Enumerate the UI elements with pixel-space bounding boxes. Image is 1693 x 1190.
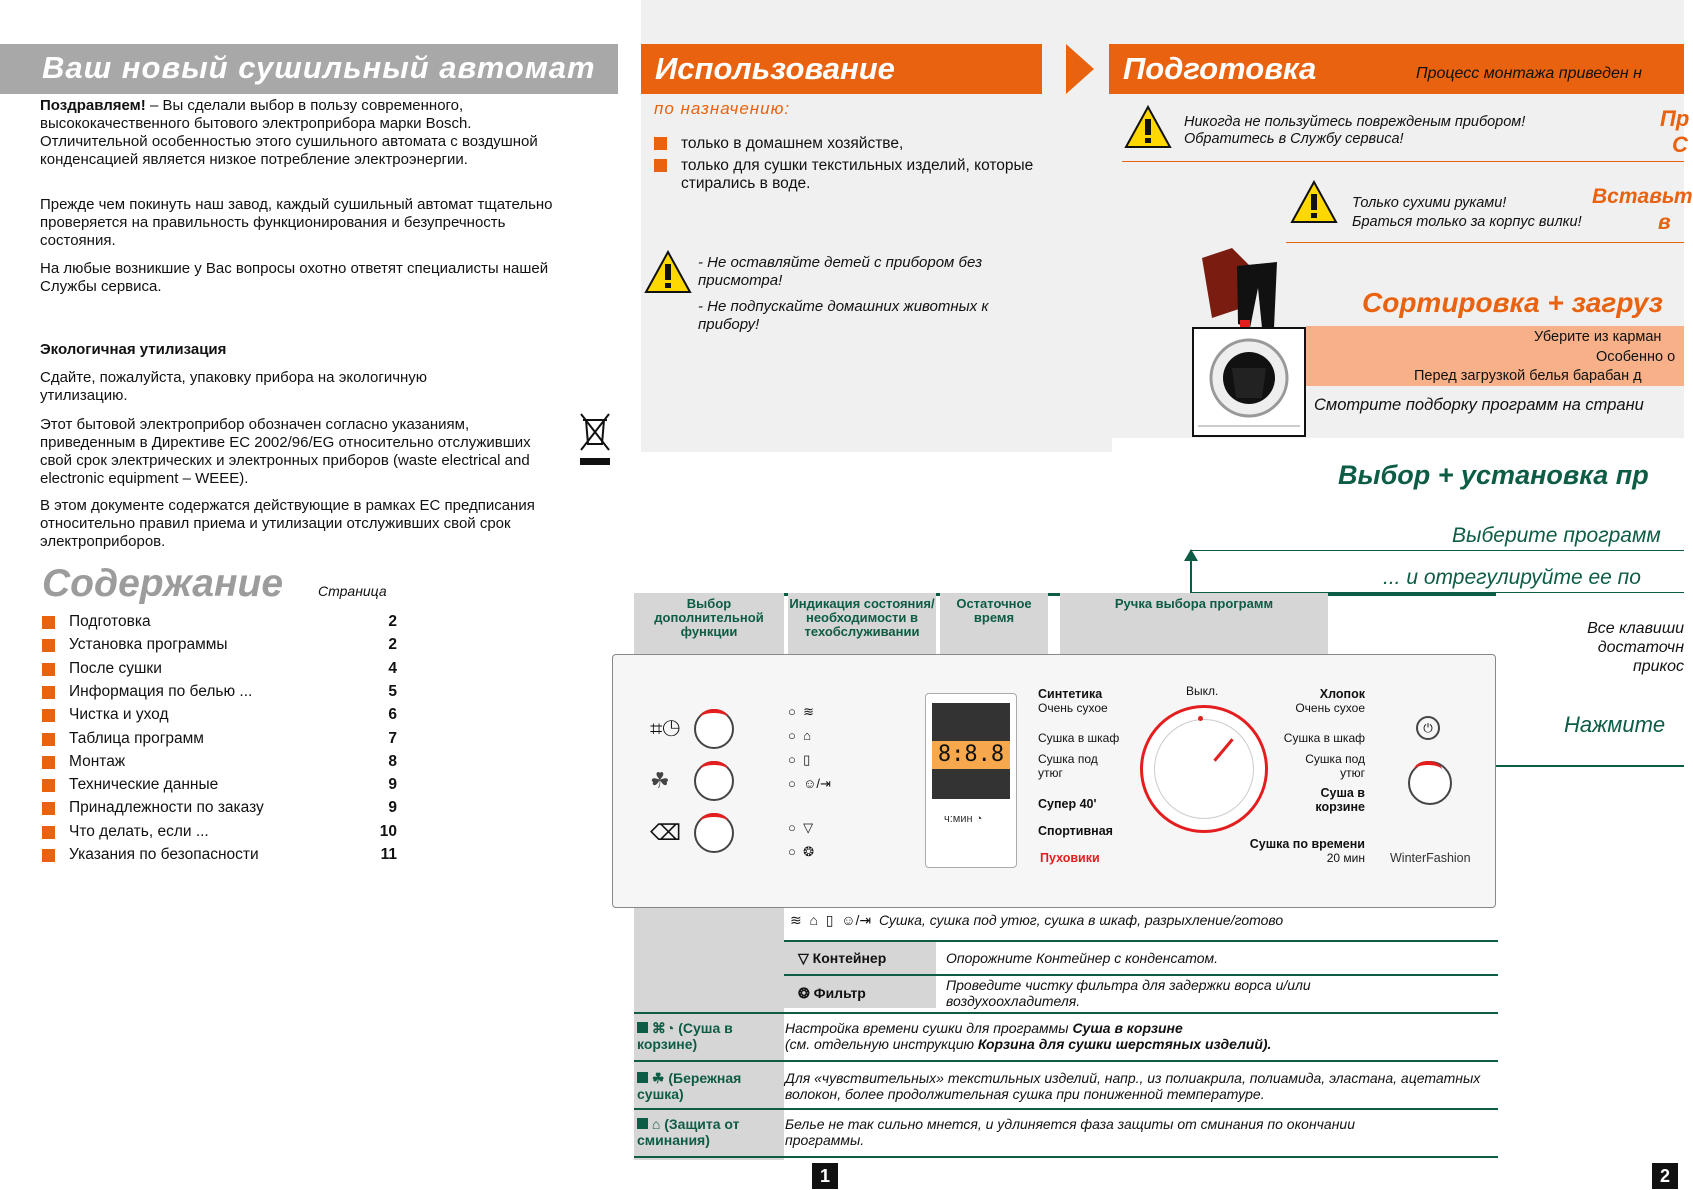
bullet-square-icon [42,733,55,746]
toc-item-page: 2 [388,613,397,630]
bullet-square-icon [42,709,55,722]
table-row-label-filter: ❂ Фильтр [798,985,866,1001]
winterfashion-button[interactable] [1408,761,1452,805]
power-icon: ⏻ [1416,716,1440,740]
toc-item-page: 4 [388,659,397,677]
page-number-2: 2 [1652,1163,1678,1189]
table-row-label-basket: ⌘◔ (Суша в корзине) [637,1020,733,1052]
winterfashion-label: WinterFashion [1390,851,1471,865]
toc-subtitle: Страница [318,583,387,599]
knob-inner-ring [1154,719,1254,819]
divider [1122,161,1684,162]
table-row-text-gentle: Для «чувствительных» текстильных изделий, напр., из полиакрила, полиамида, эластана, ацетатных волокон, более продолжительная сушка при пониженной температуре. [785,1070,1481,1102]
usage-header: Использование [641,44,1042,94]
toc-item-label: Чистка и уход [69,706,169,724]
eco-paragraph-3: В этом документе содержатся действующие в рамках ЕС предписания относительно правил приема и утилизации отслуживших свой срок электроприборов. [40,497,535,550]
list-item: только для сушки текстильных изделий, которые стирались в воде. [654,157,1034,193]
prog-sport: Спортивная [1038,824,1113,838]
remaining-time-display: 8:8.8 [932,741,1010,769]
select-line-1: Выберите программ [1452,524,1661,547]
toc-item-page: 8 [388,752,397,770]
page1-header: Ваш новый сушильный автомат [0,44,618,94]
bullet-square-icon [42,779,55,792]
warning-icon [1290,180,1338,224]
service-paragraph: На любые возникшие у Вас вопросы охотно ответят специалисты нашей Службы сервиса. [40,260,549,295]
warning-dry-hands: Только сухими руками! Браться только за корпус вилки! [1352,195,1582,230]
table-row-text-container: Опорожните Контейнер с конденсатом. [946,950,1219,966]
toc-item-page: 2 [388,636,397,654]
toc-item[interactable] [42,845,397,868]
toc-item-label: После сушки [69,659,162,677]
bullet-square-icon [42,686,55,699]
list-item: только в домашнем хозяйстве, [654,135,1034,153]
toc-item[interactable] [42,752,397,775]
prep-header-note: Процесс монтажа приведен н [1416,65,1642,82]
divider [1190,550,1684,551]
sort-title: Сортировка + загруз [1362,287,1663,318]
weee-bin-icon [578,410,612,468]
prog-cotton: Хлопок Очень сухое [1295,687,1365,715]
toc-item[interactable] [42,729,397,752]
warning-icon [1124,105,1172,149]
col-header-program-knob: Ручка выбора программ [1060,593,1328,655]
col-header-remaining-time: Остаточное время [940,593,1048,655]
toc-item-label: Монтаж [69,752,126,770]
bullet-square-icon [42,826,55,839]
toc-item-page: 9 [388,776,397,794]
sort-line-1: Уберите из карман [1534,329,1662,345]
prog-synthetic-iron: Сушка под утюг [1038,752,1098,780]
toc-item[interactable] [42,635,397,658]
warning-damaged: Никогда не пользуйтесь поврежденым прибором! Обратитесь в Службу сервиса! [1184,114,1526,147]
toc-item-page: 10 [379,822,397,840]
prog-cotton-cupboard: Сушка в шкаф [1283,731,1365,745]
toc-item-label: Подготовка [69,613,151,630]
eco-title: Экологичная утилизация [40,341,227,358]
eco-paragraph-2: Этот бытовой электроприбор обозначен согласно указаниям, приведенным в Директиве ЕС 2002/96/EG относительно отслуживших свой срок электрических и электронных приборов (waste electrical and electronic equipment – WEEE). [40,416,531,487]
status-container-led: ○ ▽ [788,820,814,835]
status-dry-led: ○ ≋ [788,704,814,719]
prog-down-jackets: Пуховики [1040,851,1100,865]
prog-cotton-iron: Сушка под утюг [1305,752,1365,780]
status-iron-led: ○ ⌂ [788,728,811,743]
gentle-dry-icon: ☘ [650,768,670,793]
status-ready-led: ○ ☺/⇥ [788,776,831,791]
toc-item-page: 7 [388,729,397,747]
select-title: Выбор + установка пр [1338,460,1649,490]
toc-item[interactable] [42,612,397,635]
usage-list [654,135,1034,193]
warning-children: - Не оставляйте детей с прибором без присмотра! [698,254,983,289]
press-note: Нажмите [1564,712,1666,737]
intro-paragraph: Поздравляем! – Вы сделали выбор в пользу современного, высококачественного бытового электроприбора марки Bosch. Отличительной особенностью этого сушильного автомата с воздушной конденсацией является низкое потребление электроэнергии. [40,97,538,168]
anti-crease-button[interactable] [694,813,734,853]
bullet-square-icon [42,639,55,652]
toc-item-label: Принадлежности по заказу [69,799,264,817]
toc-title: Содержание [42,562,284,605]
toc-item-page: 11 [380,846,397,863]
touch-note: Все клавиши достаточн прикос [1587,620,1684,675]
pointer-arrow-icon [1182,549,1200,593]
off-label: Выкл. [1186,684,1219,698]
toc-item[interactable] [42,705,397,728]
col-header-extra-function: Выбор дополнительной функции [634,593,784,655]
toc-item-page: 9 [388,799,397,817]
toc-item-page: 6 [388,706,397,724]
select-line-2: ... и отрегулируйте ее по [1383,566,1641,589]
toc-item-label: Установка программы [69,636,228,654]
arrow-right-icon [1066,44,1094,94]
col-header-status: Индикация состояния/ необходимости в техобслуживании [788,593,936,655]
basket-dry-button[interactable] [694,709,734,749]
toc-item[interactable] [42,659,397,682]
toc-item-label: Технические данные [69,776,219,794]
toc-item-label: Таблица программ [69,729,204,747]
table-row-text-filter: Проведите чистку фильтра для задержки ворса и/или воздухоохладителя. [946,977,1311,1009]
side-note-b: Вставьт в [1592,185,1693,234]
toc-item[interactable] [42,775,397,798]
toc-item[interactable] [42,682,397,705]
table-row-text-anticrease: Белье не так сильно мнется, и удлиняется фаза защиты от сминания по окончании программы. [785,1116,1355,1148]
divider [1286,242,1684,243]
toc-item[interactable] [42,798,397,821]
sort-line-2: Особенно о [1596,349,1676,365]
side-note-a: Пр С [1660,106,1690,157]
table-row-label-anticrease: ⌂ (Защита от сминания) [637,1116,740,1148]
bullet-square-icon [42,756,55,769]
status-indicators [788,700,831,864]
table-row-label-container: ▽ Контейнер [798,950,887,966]
warning-pets: - Не подпускайте домашних животных к прибору! [698,298,989,333]
prog-super40: Супер 40' [1038,797,1097,811]
toc-item-label: Указания по безопасности [69,846,259,863]
bullet-square-icon [42,616,55,629]
sort-line-3: Перед загрузкой белья барабан д [1414,368,1642,384]
gentle-dry-button[interactable] [694,761,734,801]
table-row: ≋ ⌂ ▯ ☺/⇥ Сушка, сушка под утюг, сушка в шкаф, разрыхление/готово [790,912,1284,928]
bullet-square-icon [42,849,55,862]
prog-synthetic-cupboard: Сушка в шкаф [1038,731,1120,745]
sort-line-4: Смотрите подборку программ на страни [1314,396,1644,414]
toc-item-label: Информация по белью ... [69,682,253,700]
bullet-square-icon [42,663,55,676]
usage-subtitle: по назначению: [654,99,791,118]
bullet-square-icon [42,802,55,815]
eco-paragraph-1: Сдайте, пожалуйста, упаковку прибора на экологичную утилизацию. [40,369,428,404]
warning-icon [644,250,692,294]
page-number-1: 1 [812,1163,838,1189]
iron-icon: ⌫ [650,820,682,845]
display-unit-label: ч:мин ◔ [944,813,983,825]
laundry-loading-illustration [1192,248,1308,438]
table-row-text-basket: Настройка времени сушки для программы Суша в корзине (см. отдельную инструкцию Корзина для сушки шерстяных изделий). [785,1020,1272,1052]
factory-paragraph: Прежде чем покинуть наш завод, каждый сушильный автомат тщательно проверяется на правильность функционирования и безупречность состояния. [40,196,553,249]
toc-item-label: Что делать, если ... [69,822,209,840]
basket-timer-icon: ⌗◷ [650,716,680,741]
prep-header: Подготовка [1109,44,1684,94]
prog-synthetic: Синтетика Очень сухое [1038,687,1108,715]
toc-item[interactable] [42,822,397,845]
table-row-label-gentle: ☘ (Бережная сушка) [637,1070,742,1102]
status-cupboard-led: ○ ▯ [788,752,811,767]
toc-item-page: 5 [388,682,397,700]
status-filter-led: ○ ❂ [788,844,814,859]
prog-basket: Суша в корзине [1315,786,1365,814]
prog-timed: Сушка по времени 20 мин [1249,837,1365,865]
knob-off-dot [1198,716,1203,721]
